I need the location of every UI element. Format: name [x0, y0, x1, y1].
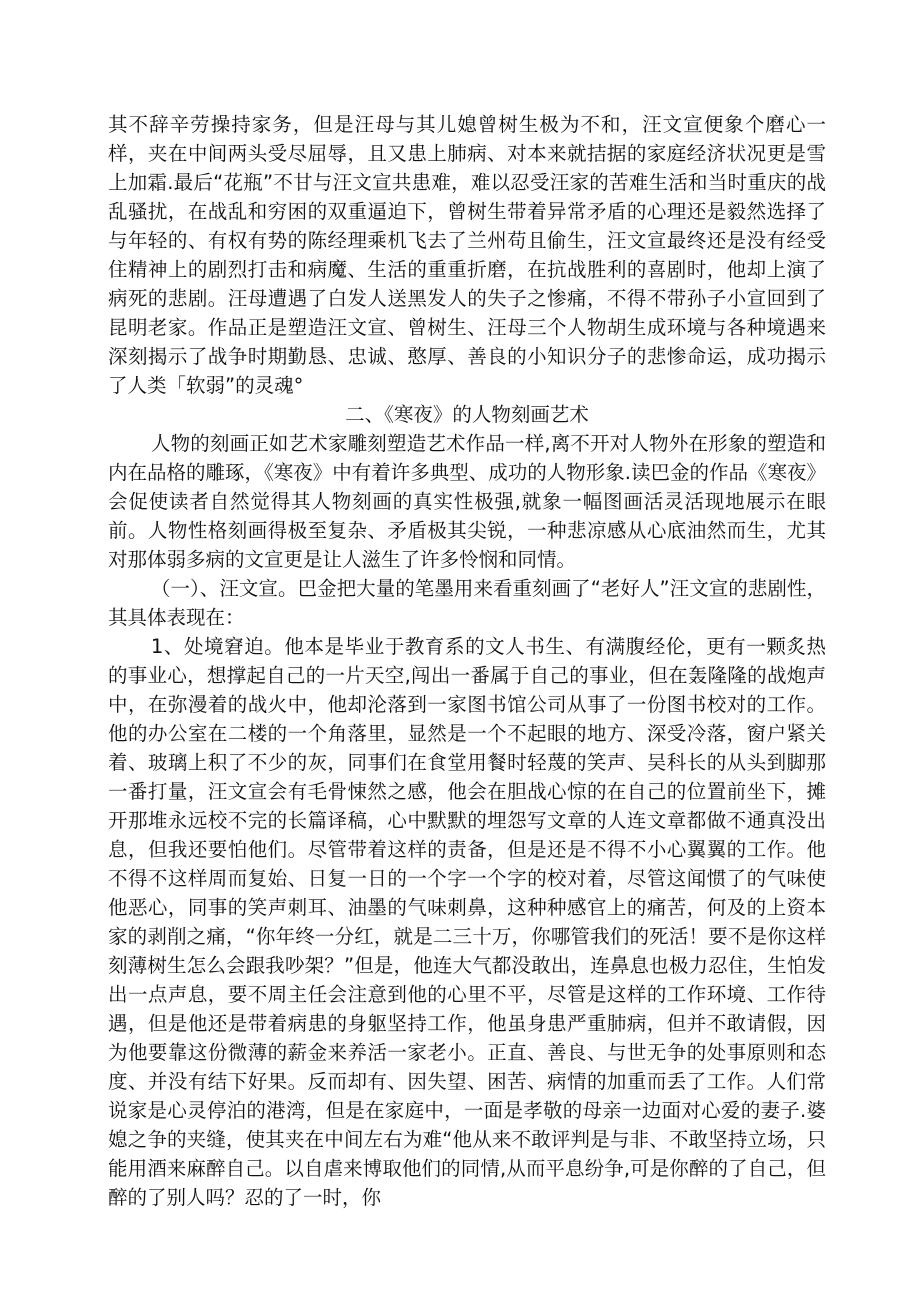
paragraph-character-portrayal: 人物的刻画正如艺术家雕刻塑造艺术作品一样,离不开对人物外在形象的塑造和内在品格的雕琢，《寒夜》中有着许多典型、成功的人物形象.读巴金的作品《寒夜》会促使读者自然觉得其人物刻画的真实性极强,就象一幅图画活灵活现地展示在眼前。人物性格刻画得极至复杂、矛盾极其尖锐，一种悲凉感从心底油然而生，尤其对那体弱多病的文宣更是让人滋生了许多怜悯和同情。	[108, 432, 826, 571]
paragraph-continuation: 其不辞辛劳操持家务，但是汪母与其儿媳曾树生极为不和，汪文宣便象个磨心一样，夹在中间两头受尽屈辱，且又患上肺病、对本来就拮据的家庭经济状况更是雪上加霜.最后“花瓶”不甘与汪文宣共患难，难以忍受汪家的苦难生活和当时重庆的战乱骚扰，在战乱和穷困的双重逼迫下，曾树生带着异常矛盾的心理还是毅然选择了与年轻的、有权有势的陈经理乘机飞去了兰州苟且偷生，汪文宣最终还是没有经受住精神上的剧烈打击和病魔、生活的重重折磨，在抗战胜利的喜剧时，他却上演了病死的悲剧。汪母遭遇了白发人送黑发人的失子之惨痛，不得不带孙子小宣回到了昆明老家。作品正是塑造汪文宣、曾树生、汪母三个人物胡生成环境与各种境遇来深刻揭示了战争时期勤恳、忠诚、憨厚、善良的小知识分子的悲惨命运，成功揭示了人类「软弱”的灵魂°	[108, 113, 826, 397]
section-heading: 二、《寒夜》的人物刻画艺术	[345, 403, 589, 426]
paragraph-wang-wenxuan-intro: （一）、汪文宣。巴金把大量的笔墨用来看重刻画了“老好人”汪文宣的悲剧性，其具体表现在：	[108, 577, 826, 629]
document-page	[108, 110, 826, 1212]
paragraph-predicament: 1、处境窘迫。他本是毕业于教育系的文人书生、有满腹经伦，更有一颗炙热的事业心，想撑起自己的一片天空,闯出一番属于自己的事业，但在轰隆隆的战炮声中，在弥漫着的战火中，他却沦落到一家图书馆公司从事了一份图书校对的工作。他的办公室在二楼的一个角落里，显然是一个不起眼的地方、深受冷落，窗户紧关着、玻璃上积了不少的灰，同事们在食堂用餐时轻蔑的笑声、吴科长的从头到脚那一番打量，汪文宣会有毛骨悚然之感，他会在胆战心惊的在自己的位置前坐下，摊开那堆永远校不完的长篇译稿，心中默默的埋怨写文章的人连文章都做不通真没出息，但我还要怕他们。尽管带着这样的责备，但是还是不得不小心翼翼的工作。他不得不这样周而复始、日复一日的一个字一个字的校对着，尽管这闻惯了的气味使他恶心，同事的笑声刺耳、油墨的气味刺鼻，这种种感官上的痛苦，何及的上资本家的剥削之痛，“你年终一分红，就是二三十万，你哪管我们的死活！要不是你这样刻薄树生怎么会跟我吵架？”但是，他连大气都没敢出，连鼻息也极力忍住，生怕发出一点声息，要不周主任会注意到他的心里不平，尽管是这样的工作环境、工作待遇，但是他还是带着病患的身躯坚持工作，他虽身患严重肺病，但并不敢请假，因为他要靠这份微薄的薪金来养活一家老小。正直、善良、与世无争的处事原则和态度、并没有结下好果。反而却有、因失望、困苦、病情的加重而丢了工作。人们常说家是心灵停泊的港湾，但是在家庭中，一面是孝敬的母亲一边面对心爱的妻子.婆媳之争的夹缝，使其夹在中间左右为难“他从来不敢评判是与非、不敢坚持立场，只能用酒来麻醉自己。以自虐来博取他们的同情,从而平息纷争,可是你醉的了自己，但醉的了别人吗？忍的了一时，你	[108, 635, 826, 1209]
